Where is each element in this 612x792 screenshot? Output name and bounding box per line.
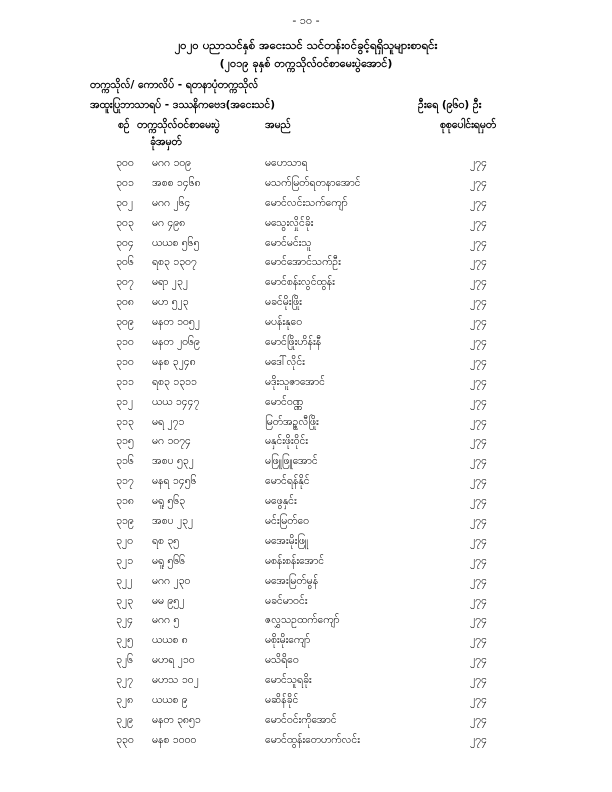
total-score: ၂၇၄ bbox=[470, 475, 487, 488]
student-name: မဟေသာရ bbox=[265, 157, 308, 169]
total-score: ၂၇၄ bbox=[470, 316, 487, 329]
exam-roll-number: မနတ ၃၈၅၁ bbox=[152, 713, 201, 726]
total-score: ၂၇၄ bbox=[470, 276, 487, 289]
table-row bbox=[0, 614, 612, 634]
table-row bbox=[0, 455, 612, 475]
exam-roll-number: ရစ၃ ၁၃၁၁ bbox=[152, 375, 197, 388]
exam-roll-number: မမ ၉၅၂ bbox=[152, 594, 185, 607]
student-name: မအေးမိုးဖြူ bbox=[265, 534, 309, 547]
row-number: ၃၁၀ bbox=[116, 355, 134, 368]
student-name: မင်းမြတ်ဝေ bbox=[265, 515, 310, 528]
student-name: မသွေးလှိုင်ခိုး bbox=[265, 216, 314, 229]
table-row bbox=[0, 276, 612, 296]
student-name: ဇလွှသဥထက်ကျော် bbox=[265, 614, 340, 627]
exam-roll-number: မဂဂ ၂၆၄ bbox=[152, 196, 191, 209]
exam-roll-number: မရူ ၅၆၆ bbox=[152, 554, 186, 567]
exam-roll-number: ယယစ ၈ bbox=[152, 634, 188, 647]
total-score: ၂၇၄ bbox=[470, 355, 487, 368]
table-row bbox=[0, 734, 612, 754]
student-name: မခင်မိုးဖြိုး bbox=[265, 296, 302, 309]
student-name: မောင်မင်းသူ bbox=[265, 236, 312, 249]
table-row bbox=[0, 256, 612, 276]
table-row bbox=[0, 535, 612, 555]
table-row bbox=[0, 177, 612, 197]
exam-roll-number: မဂဂ ၁၀၉ bbox=[152, 157, 192, 169]
total-count-label: ဦးရေ (၉၆၀) ဦး bbox=[418, 99, 482, 111]
student-name: မဒိုးသူဇာအောင် bbox=[265, 375, 325, 388]
exam-roll-number: မဂဂ ၅ bbox=[152, 614, 180, 627]
total-score: ၂၇၄ bbox=[470, 654, 487, 667]
table-row bbox=[0, 376, 612, 396]
exam-roll-number: မဟသ ၁၀၂ bbox=[152, 674, 199, 687]
student-name: မစန်းစန်းအောင် bbox=[265, 554, 325, 567]
row-number: ၃၂၃ bbox=[116, 594, 133, 607]
university-label: တက္ကသိုလ်/ ကောလိပ် - ရတနာပုံတက္ကသိုလ် bbox=[90, 79, 259, 91]
student-name: မောင်ဖြိုးဟိန်းနီ bbox=[265, 336, 322, 349]
row-number: ၃၁၁ bbox=[116, 375, 134, 388]
total-score: ၂၇၄ bbox=[470, 296, 487, 309]
table-row bbox=[0, 595, 612, 615]
table-row bbox=[0, 356, 612, 376]
table-row bbox=[0, 555, 612, 575]
major-subject-label: အထူးပြုဘာသာရပ် - ဒဿနိကဗေဒ(အငေးသင်) bbox=[90, 99, 276, 111]
row-number: ၃၀၂ bbox=[116, 196, 133, 209]
student-name: မခင်မာဝင်း bbox=[265, 594, 308, 607]
exam-roll-number: ယယ ၁၄၄၇ bbox=[152, 395, 200, 408]
total-score: ၂၇၄ bbox=[470, 614, 487, 627]
row-number: ၃၂၂ bbox=[116, 574, 133, 587]
student-name: မောင်သူရခိုး bbox=[265, 674, 312, 687]
total-score: ၂၇၄ bbox=[470, 674, 487, 687]
student-name: မဖွေနှင်း bbox=[265, 495, 297, 508]
exam-roll-number: မရ ၂၇၁ bbox=[152, 415, 185, 428]
student-name: မစိုးမိုးကျော် bbox=[265, 634, 311, 647]
total-score: ၂၇၄ bbox=[470, 395, 487, 408]
table-row bbox=[0, 674, 612, 694]
total-score: ၂၇၄ bbox=[470, 534, 487, 547]
exam-roll-number: မဟ ၅၂၃ bbox=[152, 296, 189, 309]
row-number: ၃၀၈ bbox=[116, 296, 134, 309]
row-number: ၃၂၀ bbox=[116, 534, 133, 547]
header-name: အမည် bbox=[265, 119, 291, 131]
row-number: ၃၂၅ bbox=[116, 634, 133, 647]
row-number: ၃၂၇ bbox=[116, 674, 133, 687]
total-score: ၂၇၄ bbox=[470, 236, 487, 249]
total-score: ၂၇၄ bbox=[470, 157, 487, 169]
student-name: မောင်ဝင်းကိုအောင် bbox=[265, 713, 337, 726]
student-name: မနှင်းဖိုးဝိုင်း bbox=[265, 435, 308, 448]
total-score: ၂၇၄ bbox=[470, 415, 487, 428]
header-no: စဉ် bbox=[118, 119, 130, 131]
table-row bbox=[0, 197, 612, 217]
total-score: ၂၇၄ bbox=[470, 694, 487, 707]
exam-roll-number: အစပ ၂၃၂ bbox=[152, 515, 194, 528]
total-score: ၂၇၄ bbox=[470, 713, 487, 726]
student-name: မောင်ဝဏ္ဏ bbox=[265, 395, 304, 408]
student-name: မောင်လင်းသက်ကျော် bbox=[265, 196, 348, 209]
document-title: ၂၀၂၀ ပညာသင်နှစ် အငေးသင် သင်တန်းဝင်ခွင့်ရရှိသူများစာရင်း bbox=[174, 38, 438, 52]
row-number: ၃၁၇ bbox=[116, 475, 134, 488]
total-score: ၂၇၄ bbox=[470, 375, 487, 388]
row-number: ၃၀၃ bbox=[116, 216, 134, 229]
row-number: ၃၁၈ bbox=[116, 495, 134, 508]
row-number: ၃၁၂ bbox=[116, 395, 133, 408]
exam-roll-number: မဂ ၁၀၇၄ bbox=[152, 435, 191, 448]
results-table bbox=[0, 157, 612, 754]
student-name: မောင်ရန်နိုင် bbox=[265, 475, 310, 488]
row-number: ၃၂၉ bbox=[116, 713, 133, 726]
row-number: ၃၀၄ bbox=[116, 236, 134, 249]
total-score: ၂၇၄ bbox=[470, 176, 487, 189]
table-row bbox=[0, 157, 612, 177]
total-score: ၂၇၄ bbox=[470, 256, 487, 269]
exam-roll-number: ယယစ ၉ bbox=[152, 694, 188, 707]
total-score: ၂၇၄ bbox=[470, 733, 487, 746]
student-name: မောင်စန်းလွင်ထွန်း bbox=[265, 276, 335, 289]
row-number: ၃၁၃ bbox=[116, 415, 134, 428]
header-exam-roll: တက္ကသိုလ်ဝင်စာမေးပွဲ bbox=[137, 119, 220, 131]
table-row bbox=[0, 336, 612, 356]
exam-roll-number: မဂဂ ၂၃၀ bbox=[152, 574, 191, 587]
row-number: ၃၁၉ bbox=[116, 515, 134, 528]
row-number: ၃၃၀ bbox=[116, 733, 134, 746]
row-number: ၃၁၆ bbox=[116, 455, 134, 468]
exam-roll-number: မနတ ၁၀၅၂ bbox=[152, 316, 200, 329]
exam-roll-number: မရူ ၅၆၃ bbox=[152, 495, 186, 508]
row-number: ၃၀၀ bbox=[116, 157, 134, 169]
page-number: - ၁၀ - bbox=[292, 14, 320, 27]
student-name: မဖြူဖြူအောင် bbox=[265, 455, 318, 468]
table-row bbox=[0, 495, 612, 515]
row-number: ၃၂၆ bbox=[116, 654, 133, 667]
total-score: ၂၇၄ bbox=[470, 435, 487, 448]
table-row bbox=[0, 416, 612, 436]
row-number: ၃၀၇ bbox=[116, 276, 134, 289]
total-score: ၂၇၄ bbox=[470, 554, 487, 567]
exam-roll-number: မဂ ၄၉၈ bbox=[152, 216, 186, 229]
header-exam-roll-line2: ခုံအမှတ် bbox=[150, 136, 182, 148]
exam-roll-number: ရစ၃ ၁၃၀၇ bbox=[152, 256, 197, 269]
row-number: ၃၀၉ bbox=[116, 316, 134, 329]
total-score: ၂၇၄ bbox=[470, 574, 487, 587]
exam-roll-number: အစစ ၁၄၆၈ bbox=[152, 176, 201, 189]
table-row bbox=[0, 316, 612, 336]
exam-roll-number: ယယစ ၅၆၅ bbox=[152, 236, 200, 249]
student-name: မသက်မြတ်ရတနာအောင် bbox=[265, 176, 361, 189]
student-name: မောင်ထွန်းတေဟက်လင်း bbox=[265, 733, 360, 746]
row-number: ၃၀၆ bbox=[116, 256, 134, 269]
total-score: ၂၇၄ bbox=[470, 216, 487, 229]
student-name: မဆိန်ခိုင် bbox=[265, 694, 299, 707]
table-row bbox=[0, 515, 612, 535]
total-score: ၂၇၄ bbox=[470, 455, 487, 468]
row-number: ၃၁၀ bbox=[116, 336, 134, 349]
row-number: ၃၂၁ bbox=[116, 554, 133, 567]
table-row bbox=[0, 475, 612, 495]
total-score: ၂၇၄ bbox=[470, 515, 487, 528]
exam-roll-number: မနစ ၁၀၀၀ bbox=[152, 733, 197, 746]
table-row bbox=[0, 435, 612, 455]
total-score: ၂၇၄ bbox=[470, 495, 487, 508]
student-name: မသိရိဝေ bbox=[265, 654, 299, 667]
header-total-score: စုစုပေါင်းရမှတ် bbox=[440, 119, 497, 131]
table-row bbox=[0, 396, 612, 416]
total-score: ၂၇၄ bbox=[470, 196, 487, 209]
exam-roll-number: မရာ ၂၃၂ bbox=[152, 276, 188, 289]
table-row bbox=[0, 694, 612, 714]
table-row bbox=[0, 575, 612, 595]
exam-roll-number: ရစ ၃၅ bbox=[152, 534, 180, 547]
total-score: ၂၇၄ bbox=[470, 634, 487, 647]
exam-roll-number: မဟရ ၂၁၀ bbox=[152, 654, 195, 667]
total-score: ၂၇၄ bbox=[470, 594, 487, 607]
student-name: မြတ်အဥ္စလီဖြိုး bbox=[265, 415, 319, 428]
student-name: မောင်အောင်သက်ဦး bbox=[265, 256, 341, 269]
table-row bbox=[0, 714, 612, 734]
row-number: ၃၁၅ bbox=[116, 435, 134, 448]
table-row bbox=[0, 296, 612, 316]
row-number: ၃၂၄ bbox=[116, 614, 133, 627]
student-name: မအေးမြတ်မွန် bbox=[265, 574, 319, 587]
table-row bbox=[0, 654, 612, 674]
exam-roll-number: မနစ ၃၂၄၈ bbox=[152, 355, 196, 368]
row-number: ၃၂၈ bbox=[116, 694, 134, 707]
table-row bbox=[0, 217, 612, 237]
table-row bbox=[0, 634, 612, 654]
row-number: ၃၀၁ bbox=[116, 176, 134, 189]
student-name: မပန်းနုဝေ bbox=[265, 316, 303, 329]
document-subtitle: (၂၀၁၉ ခုနှစ် တက္ကသိုလ်ဝင်စာမေးပွဲအောင်) bbox=[219, 57, 393, 70]
exam-roll-number: အစပ ၅၃၂ bbox=[152, 455, 194, 468]
table-row bbox=[0, 237, 612, 257]
exam-roll-number: မနရ ၁၄၅၆ bbox=[152, 475, 197, 488]
total-score: ၂၇၄ bbox=[470, 336, 487, 349]
exam-roll-number: မနတ ၂၀၆၉ bbox=[152, 336, 200, 349]
student-name: မဒေါ်လိုင်း bbox=[265, 355, 305, 368]
